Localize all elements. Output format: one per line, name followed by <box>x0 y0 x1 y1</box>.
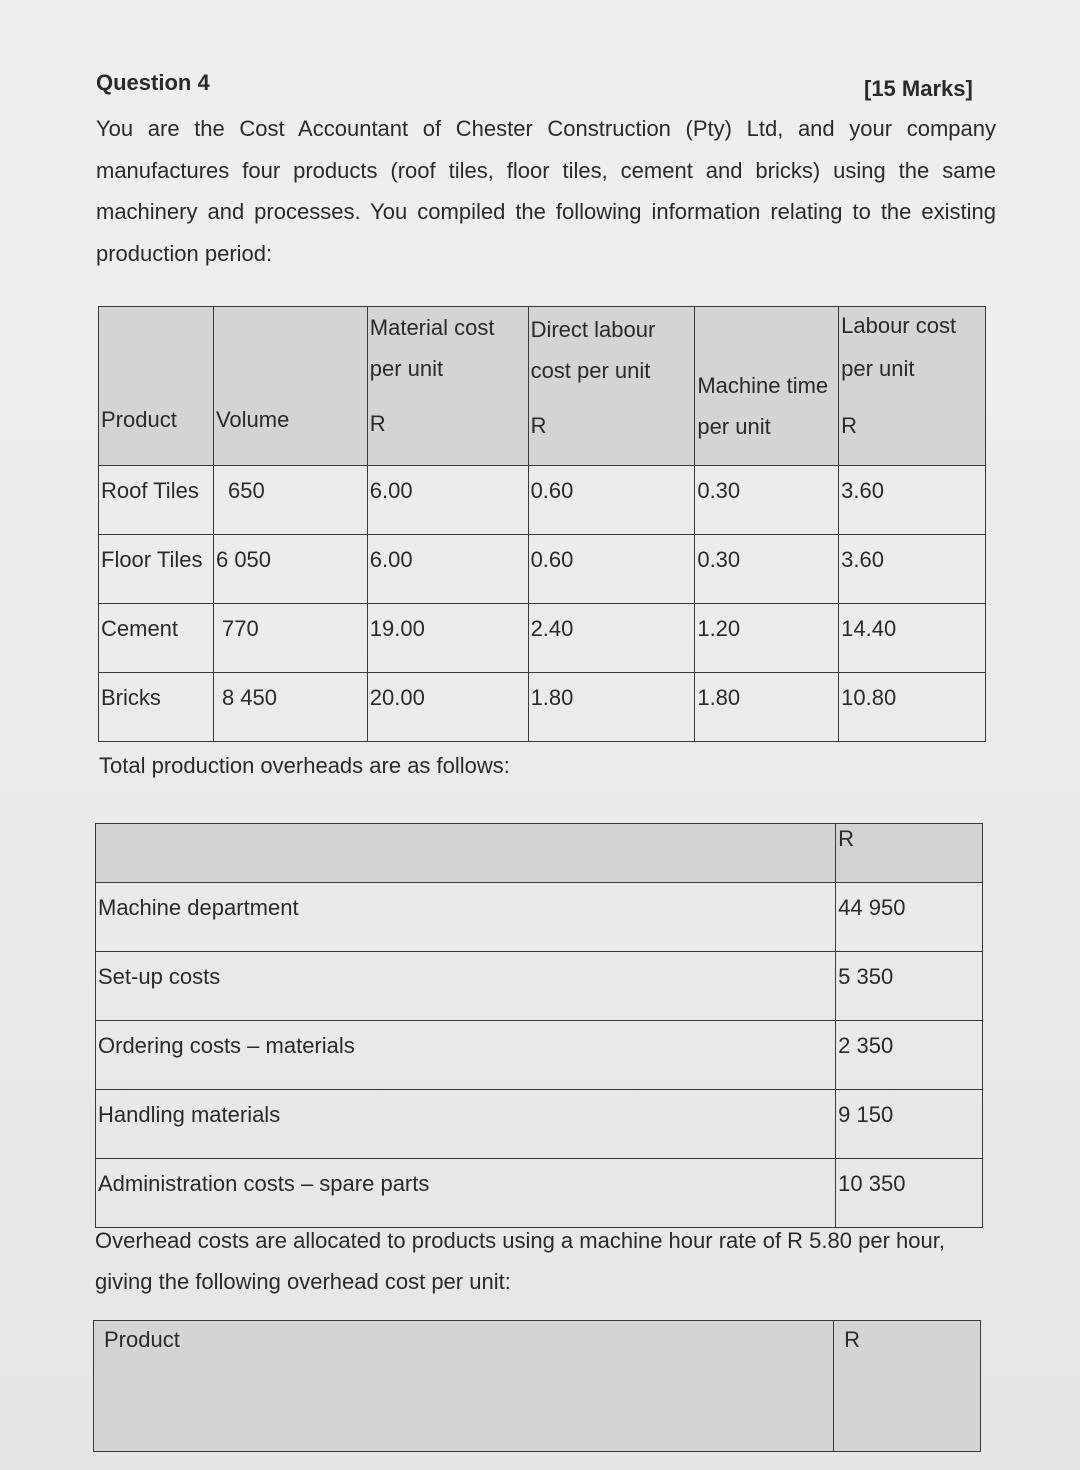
allocation-text: Overhead costs are allocated to products using a machine hour rate of R 5.80 per hour, giving the following overhead cost per unit: <box>95 1228 945 1294</box>
product-cell: Bricks <box>99 673 214 742</box>
product-header: Product <box>94 1321 834 1452</box>
overhead-item: Administration costs – spare parts <box>96 1159 836 1228</box>
material-cell: 6.00 <box>367 535 528 604</box>
overhead-amount: 44 950 <box>836 883 983 952</box>
overhead-item: Set-up costs <box>96 952 836 1021</box>
volume-cell: 6 050 <box>213 535 367 604</box>
header-product: Product <box>99 307 214 466</box>
product-cell: Cement <box>99 604 214 673</box>
machine-cell: 0.30 <box>695 535 839 604</box>
table-row <box>96 1021 983 1090</box>
table-row <box>99 466 986 535</box>
overhead-per-unit-header <box>94 1321 981 1452</box>
machine-cell: 1.80 <box>695 673 839 742</box>
question-intro: You are the Cost Accountant of Chester Construction (Pty) Ltd, and your company manufactures four products (roof tiles, floor tiles, cement and bricks) using the same machinery and processes. You compiled the following information relating to the existing production period: <box>96 116 996 266</box>
overhead-item: Ordering costs – materials <box>96 1021 836 1090</box>
currency-header: R <box>834 1321 981 1452</box>
overhead-item: Handling materials <box>96 1090 836 1159</box>
overheads-table-header <box>96 824 983 883</box>
table-row <box>96 1159 983 1228</box>
labour-cell: 2.40 <box>528 604 695 673</box>
table-row <box>99 535 986 604</box>
labour-cell: 1.80 <box>528 673 695 742</box>
overheads-label: Total production overheads are as follows: <box>99 753 510 778</box>
labour-cell: 0.60 <box>528 466 695 535</box>
material-cell: 6.00 <box>367 466 528 535</box>
product-cell: Floor Tiles <box>99 535 214 604</box>
overheads-header-blank <box>96 824 836 883</box>
volume-cell: 770 <box>213 604 367 673</box>
machine-cell: 1.20 <box>695 604 839 673</box>
labour-cost-cell: 10.80 <box>839 673 986 742</box>
labour-cost-cell: 3.60 <box>839 466 986 535</box>
overhead-item: Machine department <box>96 883 836 952</box>
material-cell: 19.00 <box>367 604 528 673</box>
header-volume: Volume <box>213 307 367 466</box>
overhead-per-unit-table <box>93 1320 981 1452</box>
labour-cost-cell: 3.60 <box>839 535 986 604</box>
header-direct-labour: Direct labour cost per unit R <box>528 307 695 466</box>
overhead-amount: 2 350 <box>836 1021 983 1090</box>
material-cell: 20.00 <box>367 673 528 742</box>
table-row <box>99 604 986 673</box>
table-row <box>96 1090 983 1159</box>
question-title: Question 4 <box>96 70 210 95</box>
table-row <box>96 883 983 952</box>
header-labour-cost: Labour cost per unit R <box>839 307 986 466</box>
overhead-amount: 10 350 <box>836 1159 983 1228</box>
labour-cost-cell: 14.40 <box>839 604 986 673</box>
table-row <box>96 952 983 1021</box>
product-cell: Roof Tiles <box>99 466 214 535</box>
production-table <box>98 306 986 742</box>
production-table-header <box>99 307 986 466</box>
machine-cell: 0.30 <box>695 466 839 535</box>
question-marks: [15 Marks] <box>864 76 973 101</box>
table-row <box>99 673 986 742</box>
overhead-amount: 5 350 <box>836 952 983 1021</box>
overheads-header-currency: R <box>836 824 983 883</box>
header-material-cost: Material cost per unit R <box>367 307 528 466</box>
volume-cell: 650 <box>213 466 367 535</box>
volume-cell: 8 450 <box>213 673 367 742</box>
overheads-table <box>95 823 983 1228</box>
labour-cell: 0.60 <box>528 535 695 604</box>
header-machine-time: Machine time per unit <box>695 307 839 466</box>
overhead-amount: 9 150 <box>836 1090 983 1159</box>
